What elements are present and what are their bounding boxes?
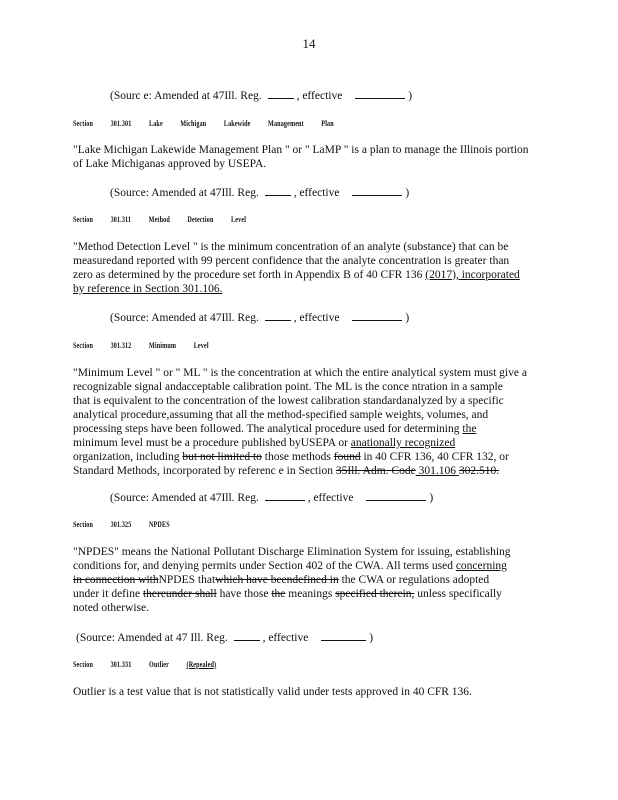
section-heading: Section 301.312 Minimum Level bbox=[73, 340, 209, 350]
definition-paragraph: "Lake Michigan Lakewide Management Plan " or " LaMP " is a plan to manage the Illinois portion of Lake Michiganas approved by USEPA. bbox=[73, 144, 529, 170]
source-note: (Source: Amended at 47Ill. Reg. , effective ) bbox=[110, 492, 434, 504]
blank bbox=[352, 185, 402, 196]
source-note: (Source: Amended at 47Ill. Reg. , effective ) bbox=[110, 187, 410, 199]
blank bbox=[234, 630, 260, 641]
blank bbox=[265, 310, 291, 321]
blank bbox=[265, 490, 305, 501]
blank bbox=[355, 88, 405, 99]
section-heading: Section 301.331 Outlier (Repealed) bbox=[73, 659, 257, 669]
section-heading: Section 301.301 Lake Michigan Lakewide Management Plan bbox=[73, 118, 334, 128]
definition-paragraph: "Method Detection Level " is the minimum concentration of an analyte (substance) that can be measuredand reported with 99 percent confidence that the analyte concentration is greater than zero as determined by the procedure set forth in Appendix B of 40 CFR 136 (2017), incorporated by reference in Section 301.106. bbox=[73, 241, 520, 295]
blank bbox=[265, 185, 291, 196]
source-note: (Source: Amended at 47 Ill. Reg. , effective ) bbox=[76, 632, 374, 644]
blank bbox=[366, 490, 426, 501]
blank bbox=[321, 630, 366, 641]
page-number: 14 bbox=[302, 36, 316, 51]
section-heading: Section 301.325 NPDES bbox=[73, 519, 170, 529]
repealed-marker: (Repealed) bbox=[186, 659, 217, 669]
section-heading: Section 301.311 Method Detection Level bbox=[73, 214, 247, 224]
definition-paragraph: Outlier is a test value that is not statistically valid under tests approved in 40 CFR 136. bbox=[73, 686, 472, 698]
source-note: (Source: Amended at 47Ill. Reg. , effective ) bbox=[110, 312, 410, 324]
blank bbox=[268, 88, 294, 99]
definition-paragraph: "NPDES" means the National Pollutant Discharge Elimination System for issuing, establishing conditions for, and denying permits under Section 402 of the CWA. All terms used concerning in connection withNPDES thatwhich have beendefined in the CWA or regulations adopted under it define thereunder shall have those the meanings specified therein, unless specifically noted otherwise. bbox=[73, 546, 511, 614]
blank bbox=[352, 310, 402, 321]
source-note: (Sourc e: Amended at 47Ill. Reg. , effective ) bbox=[110, 90, 413, 102]
definition-paragraph: "Minimum Level " or " ML " is the concentration at which the entire analytical system must give a recognizable signal andacceptable calibration point. The ML is the conce ntration in a sample that is equivalent to the concentration of the lowest calibration standardanalyzed by a specific analytical procedure,assuming that all the method-specified sample weights, volumes, and processing steps have been followed. The analytical procedure used for determining the minimum level must be a procedure published byUSEPA or anationally recognized organization, including but not limited to those methods found in 40 CFR 136, 40 CFR 132, or Standard Methods, incorporated by referenc e in Section 35Ill. Adm. Code 301.106 302.510. bbox=[73, 367, 527, 477]
